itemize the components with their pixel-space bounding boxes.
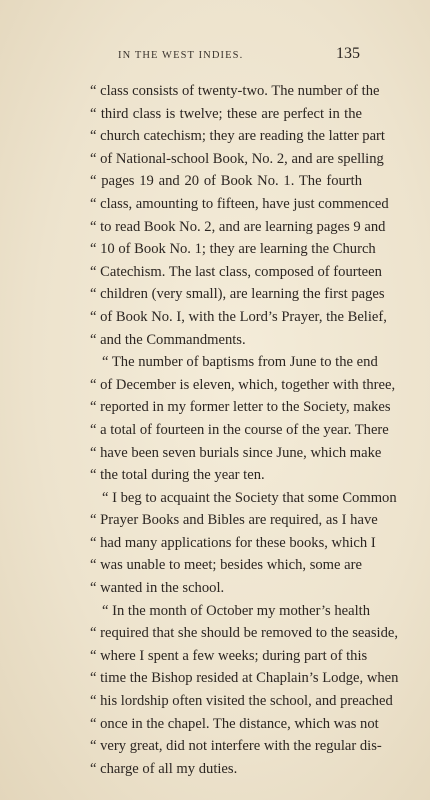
body-text [90, 80, 399, 780]
text-line: “ Prayer Books and Bibles are required, as I have [90, 512, 378, 529]
text-line: “ once in the chapel. The distance, which was not [90, 715, 379, 732]
text-line: “ and the Commandments. [90, 331, 246, 348]
text-line: “ of December is eleven, which, together with three, [90, 376, 396, 393]
text-line: “ I beg to acquaint the Society that some Common [102, 489, 397, 506]
text-line: “ reported in my former letter to the Society, makes [90, 399, 391, 416]
text-line: “ of Book No. I, with the Lord’s Prayer, the Belief, [90, 308, 387, 325]
text-line: “ his lordship often visited the school, and preached [90, 693, 393, 710]
text-line: “ Catechism. The last class, composed of fourteen [90, 263, 382, 280]
text-line: “ 10 of Book No. 1; they are learning the Church [90, 241, 376, 258]
text-line: “ class, amounting to fifteen, have just commenced [90, 195, 389, 212]
text-line: “ third class is twelve; these are perfect in the [90, 105, 362, 122]
text-line: “ the total during the year ten. [90, 467, 265, 484]
text-line: “ church catechism; they are reading the latter part [90, 128, 385, 145]
text-line: “ children (very small), are learning the first pages [90, 286, 385, 303]
page-number: 135 [336, 45, 360, 62]
text-line: “ very great, did not interfere with the regular dis- [90, 738, 382, 755]
text-line: “ have been seven burials since June, which make [90, 444, 382, 461]
text-line: “ was unable to meet; besides which, some are [90, 557, 362, 574]
text-line: “ where I spent a few weeks; during part of this [90, 647, 368, 664]
text-line: “ of National-school Book, No. 2, and are spelling [90, 150, 384, 167]
text-line: “ class consists of twenty-two. The number of the [90, 83, 380, 99]
text-line: “ required that she should be removed to the seaside, [90, 625, 398, 642]
text-line: “ a total of fourteen in the course of the year. There [90, 421, 389, 438]
text-line: “ wanted in the school. [90, 580, 225, 597]
text-line: “ had many applications for these books, which I [90, 534, 376, 551]
running-head: IN THE WEST INDIES. [118, 50, 244, 61]
text-line: “ charge of all my duties. [90, 760, 238, 777]
text-line: “ In the month of October my mother’s health [102, 602, 371, 619]
text-line: “ time the Bishop resided at Chaplain’s Lodge, when [90, 670, 399, 687]
text-line: “ pages 19 and 20 of Book No. 1. The fourth [90, 173, 362, 190]
text-line: “ to read Book No. 2, and are learning pages 9 and [90, 218, 386, 235]
text-line: “ The number of baptisms from June to the end [102, 354, 378, 371]
